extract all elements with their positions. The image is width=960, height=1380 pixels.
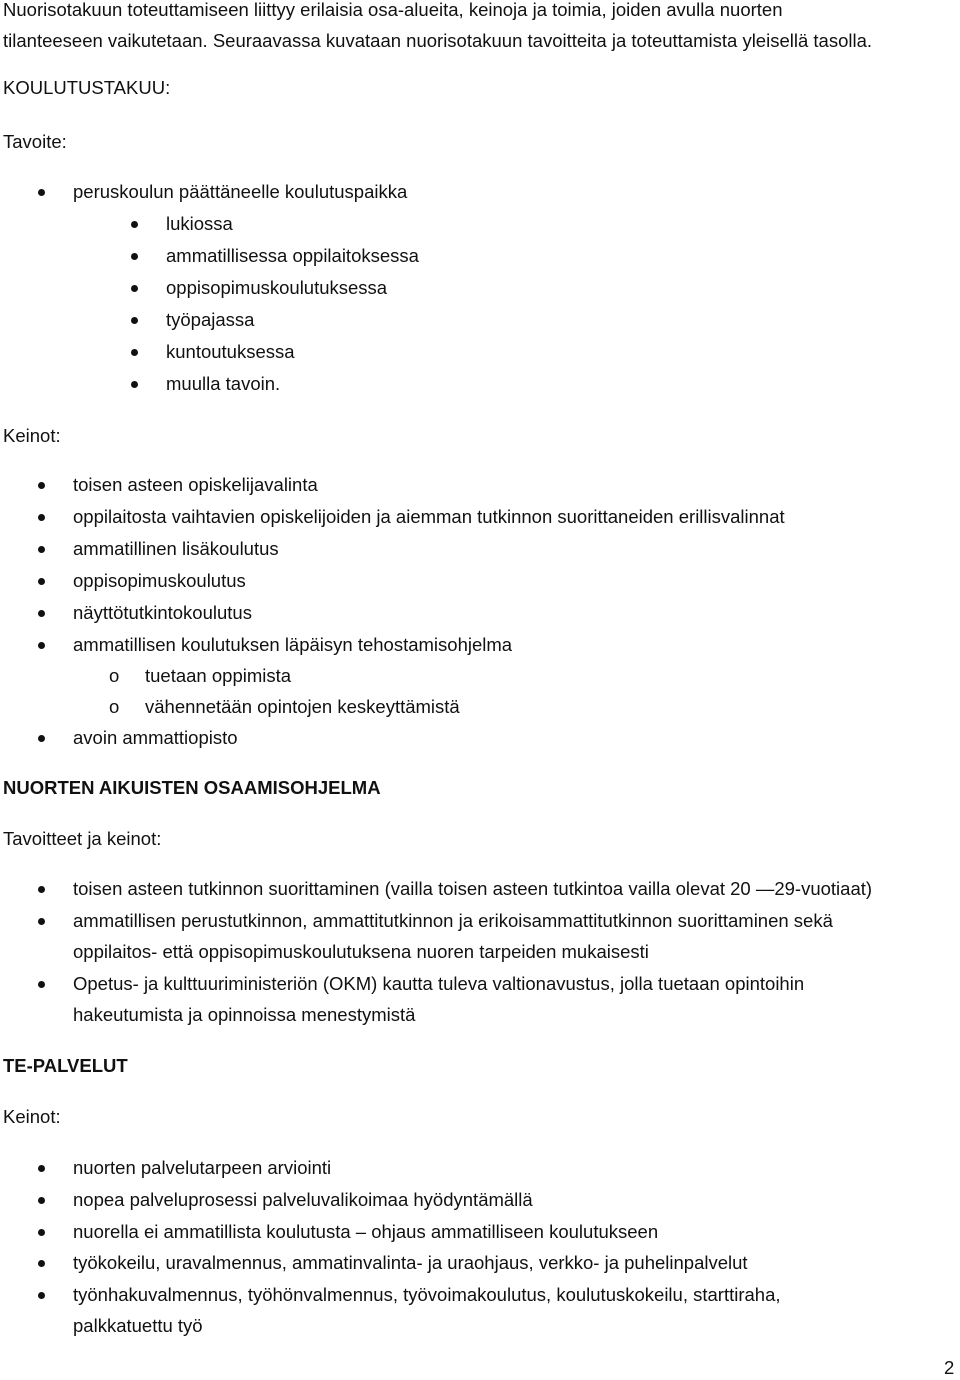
bullet-icon [38, 981, 45, 988]
te-item: työnhakuvalmennus, työhönvalmennus, työvoimakoulutus, koulutuskokeilu, starttiraha, [73, 1284, 781, 1305]
tavoite-item: peruskoulun päättäneelle koulutuspaikka [73, 181, 408, 202]
keinot-label: Keinot: [3, 425, 61, 446]
tavoite-subitem: ammatillisessa oppilaitoksessa [166, 245, 419, 266]
bullet-icon [38, 642, 45, 649]
bullet-icon [38, 1229, 45, 1236]
te-item: nuorella ei ammatillista koulutusta – ohjaus ammatilliseen koulutukseen [73, 1221, 659, 1242]
te-item-continuation: palkkatuettu työ [73, 1315, 203, 1336]
bullet-icon [38, 578, 45, 585]
te-label: Keinot: [3, 1106, 61, 1127]
bullet-icon [131, 285, 138, 292]
intro-line-2: tilanteeseen vaikutetaan. Seuraavassa kuvataan nuorisotakuun tavoitteita ja toteuttamista yleisellä tasolla. [3, 30, 873, 51]
tavoite-subitem: kuntoutuksessa [166, 341, 295, 362]
keinot-item: oppilaitosta vaihtavien opiskelijoiden ja aiemman tutkinnon suorittaneiden erillisvalinnat [73, 506, 785, 527]
te-item: nopea palveluprosessi palveluvalikoimaa hyödyntämällä [73, 1189, 533, 1210]
bullet-icon [38, 514, 45, 521]
bullet-icon [38, 918, 45, 925]
te-item: työkokeilu, uravalmennus, ammatinvalinta- ja uraohjaus, verkko- ja puhelinpalvelut [73, 1252, 748, 1273]
keinot-item: ammatillisen koulutuksen läpäisyn tehostamisohjelma [73, 634, 513, 655]
bullet-icon [38, 1260, 45, 1267]
keinot-item: toisen asteen opiskelijavalinta [73, 474, 318, 495]
nuorten-item: ammatillisen perustutkinnon, ammattitutkinnon ja erikoisammattitutkinnon suorittaminen sekä [73, 910, 833, 931]
nuorten-item-continuation: oppilaitos- että oppisopimuskoulutuksena nuoren tarpeiden mukaisesti [73, 941, 649, 962]
koulutustakuu-heading: KOULUTUSTAKUU: [3, 77, 171, 98]
nuorten-item-continuation: hakeutumista ja opinnoissa menestymistä [73, 1004, 416, 1025]
bullet-icon [38, 735, 45, 742]
keinot-item: ammatillinen lisäkoulutus [73, 538, 279, 559]
bullet-icon [38, 886, 45, 893]
bullet-icon [131, 317, 138, 324]
nuorten-label: Tavoitteet ja keinot: [3, 828, 162, 849]
bullet-icon [131, 221, 138, 228]
bullet-icon [38, 1165, 45, 1172]
intro-line-1: Nuorisotakuun toteuttamiseen liittyy erilaisia osa-alueita, keinoja ja toimia, joiden avulla nuorten [3, 0, 783, 20]
bullet-icon [131, 349, 138, 356]
bullet-icon [131, 253, 138, 260]
circle-bullet-icon: o [109, 696, 120, 717]
bullet-icon [38, 1292, 45, 1299]
keinot-item: avoin ammattiopisto [73, 727, 238, 748]
tavoite-label: Tavoite: [3, 131, 67, 152]
nuorten-heading: NUORTEN AIKUISTEN OSAAMISOHJELMA [3, 777, 381, 798]
bullet-icon [38, 482, 45, 489]
te-item: nuorten palvelutarpeen arviointi [73, 1157, 332, 1178]
tavoite-subitem: oppisopimuskoulutuksessa [166, 277, 388, 298]
keinot-item: oppisopimuskoulutus [73, 570, 246, 591]
circle-bullet-icon: o [109, 665, 120, 686]
keinot-subitem: tuetaan oppimista [145, 665, 292, 686]
keinot-subitem: vähennetään opintojen keskeyttämistä [145, 696, 460, 717]
tavoite-subitem: muulla tavoin. [166, 373, 281, 394]
nuorten-item: toisen asteen tutkinnon suorittaminen (vailla toisen asteen tutkintoa vailla olevat 20 —29-vuotiaat) [73, 878, 873, 899]
bullet-icon [38, 1197, 45, 1204]
page-number: 2 [944, 1357, 955, 1378]
bullet-icon [131, 381, 138, 388]
bullet-icon [38, 546, 45, 553]
te-heading: TE-PALVELUT [3, 1055, 128, 1076]
tavoite-subitem: työpajassa [166, 309, 255, 330]
bullet-icon [38, 189, 45, 196]
bullet-icon [38, 610, 45, 617]
keinot-item: näyttötutkintokoulutus [73, 602, 252, 623]
tavoite-subitem: lukiossa [166, 213, 233, 234]
nuorten-item: Opetus- ja kulttuuriministeriön (OKM) kautta tuleva valtionavustus, jolla tuetaan opintoihin [73, 973, 805, 994]
